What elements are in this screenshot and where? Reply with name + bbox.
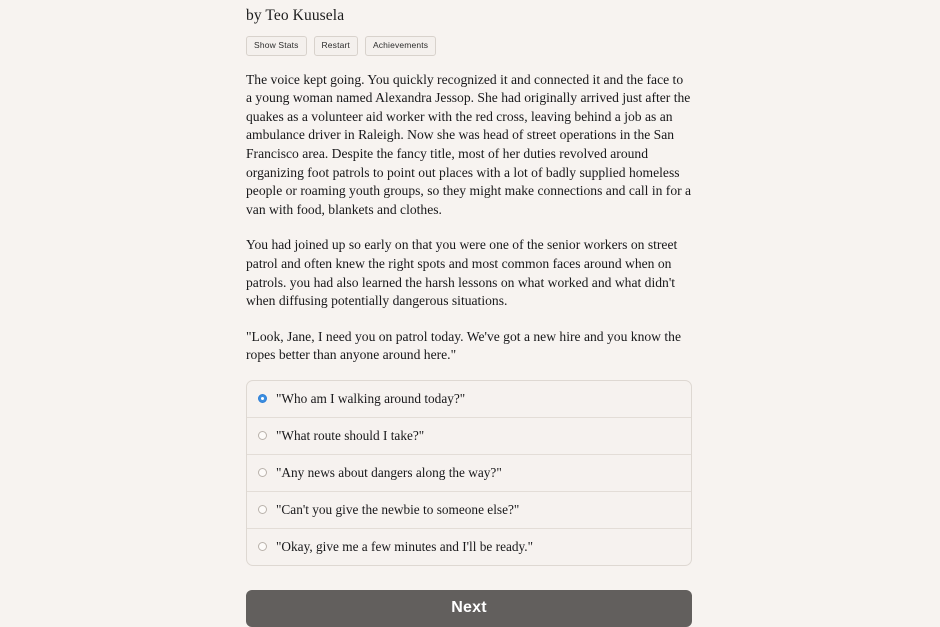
achievements-button[interactable]: Achievements — [365, 36, 436, 56]
next-button[interactable]: Next — [246, 590, 692, 627]
choice-option[interactable] — [247, 529, 691, 565]
choice-option-label: "Any news about dangers along the way?" — [276, 464, 502, 480]
show-stats-button[interactable]: Show Stats — [246, 36, 307, 56]
game-toolbar — [246, 36, 692, 56]
restart-button[interactable]: Restart — [314, 36, 358, 56]
radio-icon-selected[interactable] — [258, 394, 267, 403]
radio-icon[interactable] — [258, 431, 267, 440]
story-paragraph: The voice kept going. You quickly recognized it and connected it and the face to a young woman named Alexandra Jessop. She had originally arrived just after the quakes as a volunteer aid worker with the red cross, leaving behind a job as an ambulance driver in Raleigh. Now she was head of street operations in the San Francisco area. Despite the fancy title, most of her duties revolved around organizing foot patrols to point out places with a lot of badly supplied homeless people or roaming youth groups, so they might make connections and call in for a van with food, blankets and clothes. — [246, 71, 692, 217]
story-content-column — [246, 0, 692, 627]
choice-option-label: "What route should I take?" — [276, 427, 425, 443]
choice-option-label: "Who am I walking around today?" — [276, 390, 466, 406]
choice-option-label: "Okay, give me a few minutes and I'll be ready." — [276, 538, 534, 554]
choice-list — [246, 380, 692, 566]
story-text — [246, 71, 692, 365]
choice-option-label: "Can't you give the newbie to someone else?" — [276, 501, 520, 517]
author-byline: by Teo Kuusela — [246, 7, 345, 24]
choice-option[interactable] — [247, 492, 691, 529]
choice-option[interactable] — [247, 455, 691, 492]
radio-icon[interactable] — [258, 468, 267, 477]
story-paragraph: You had joined up so early on that you were one of the senior workers on street patrol and often knew the right spots and most common faces around when on patrols. you had also learned the harsh lessons on what worked and what didn't when diffusing potentially dangerous situations. — [246, 237, 678, 309]
choice-option[interactable] — [247, 418, 691, 455]
choice-option[interactable] — [247, 381, 691, 418]
radio-icon[interactable] — [258, 542, 267, 551]
radio-icon[interactable] — [258, 505, 267, 514]
story-paragraph: "Look, Jane, I need you on patrol today. We've got a new hire and you know the ropes better than anyone around here." — [246, 328, 681, 363]
